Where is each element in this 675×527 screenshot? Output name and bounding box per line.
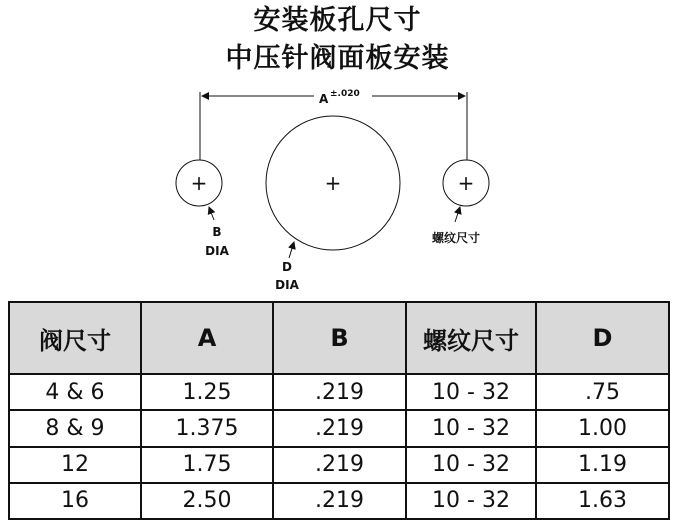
cell-thread-size: 10 - 32	[406, 374, 536, 410]
table-row	[9, 447, 669, 483]
cell-d: 1.63	[536, 483, 669, 519]
cell-d: .75	[536, 374, 669, 410]
table-row	[9, 483, 669, 519]
cell-a: 2.50	[141, 483, 273, 519]
header-valve-size: 阀尺寸	[9, 302, 141, 374]
dimension-a-label: A	[319, 92, 329, 106]
center-mark-left: +	[190, 171, 208, 195]
thread-leader	[455, 207, 460, 222]
b-label: B	[212, 225, 222, 239]
thread-callout	[432, 207, 480, 245]
cell-thread-size: 10 - 32	[406, 410, 536, 446]
cell-b: .219	[273, 483, 406, 519]
dimension-a-tolerance: ±.020	[330, 89, 360, 99]
cell-a: 1.25	[141, 374, 273, 410]
cell-valve-size: 8 & 9	[9, 410, 141, 446]
center-mark-center: +	[324, 171, 342, 195]
dimension-a	[200, 89, 467, 160]
d-leader	[289, 242, 294, 258]
header-thread-size: 螺纹尺寸	[406, 302, 536, 374]
small-hole-left	[176, 160, 222, 206]
spec-table	[8, 301, 670, 520]
table-header-row	[9, 302, 669, 374]
b-leader	[209, 207, 214, 220]
header-b: B	[273, 302, 406, 374]
cell-d: 1.00	[536, 410, 669, 446]
thread-label: 螺纹尺寸	[431, 231, 481, 245]
b-dia-callout	[205, 207, 229, 258]
title-line-2: 中压针阀面板安装	[225, 43, 450, 74]
d-label: D	[282, 260, 292, 274]
cell-thread-size: 10 - 32	[406, 483, 536, 519]
mounting-diagram	[0, 80, 675, 300]
cell-thread-size: 10 - 32	[406, 447, 536, 483]
center-mark-right: +	[457, 171, 475, 195]
cell-b: .219	[273, 410, 406, 446]
table-row	[9, 374, 669, 410]
cell-a: 1.75	[141, 447, 273, 483]
header-a: A	[141, 302, 273, 374]
d-dia-callout	[275, 242, 299, 292]
cell-valve-size: 16	[9, 483, 141, 519]
cell-b: .219	[273, 447, 406, 483]
title-line-1: 安装板孔尺寸	[253, 5, 422, 36]
d-dia-label: DIA	[275, 278, 299, 292]
b-dia-label: DIA	[205, 244, 229, 258]
large-hole	[266, 116, 400, 250]
cell-valve-size: 4 & 6	[9, 374, 141, 410]
cell-a: 1.375	[141, 410, 273, 446]
cell-b: .219	[273, 374, 406, 410]
cell-valve-size: 12	[9, 447, 141, 483]
table-row	[9, 410, 669, 446]
small-hole-right	[443, 160, 489, 206]
header-d: D	[536, 302, 669, 374]
cell-d: 1.19	[536, 447, 669, 483]
